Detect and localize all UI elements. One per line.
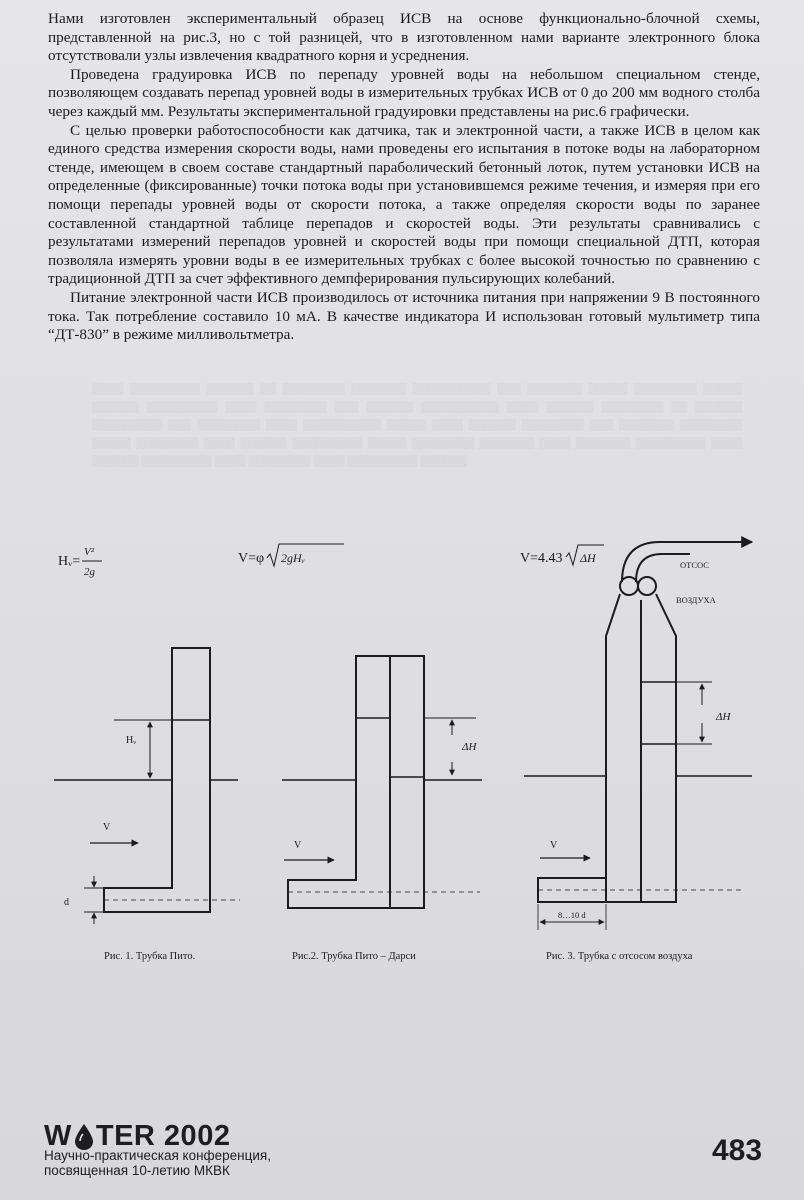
fig3-caption: Рис. 3. Трубка с отсосом воздуха xyxy=(546,951,693,962)
conference-subtitle-line-2: посвященная 10-летию МКВК xyxy=(44,1163,230,1178)
fig3-span-label: 8…10 d xyxy=(558,910,586,920)
body-text xyxy=(48,10,760,345)
fig3-suction-label-1: ОТСОС xyxy=(680,560,709,570)
fig2-root-sign xyxy=(267,544,344,566)
paragraph-4: Питание электронной части ИСВ производилось от источника питания при напряжении 9 В постоянного тока. Так потребление составило 10 мА. В качестве индикатора И использован готовый мультиметр типа “ДТ-830” в режиме милливольтметра. xyxy=(48,288,760,344)
figure-2-pitot-darcy-tube xyxy=(238,544,482,908)
figure-1-pitot-tube xyxy=(54,546,240,924)
fig2-tube-pair xyxy=(288,656,424,908)
water-drop-icon xyxy=(73,1123,95,1151)
logo-text: TER 2002 xyxy=(95,1120,231,1152)
paragraph-1: Нами изготовлен экспериментальный образец ИСВ на основе функционально-блочной схемы, представленной на рис.3, но с той разницей, что в изготовленном нами варианте электронного блока отсутствовали узлы извлечения квадратного корня и усреднения. xyxy=(48,10,760,65)
fig3-cap-left xyxy=(620,577,638,595)
show-through-texture: ▒▒▒▒ ▒▒▒▒▒▒▒▒▒ ▒▒▒▒▒▒ ▒▒ ▒▒▒▒▒▒▒▒ ▒▒▒▒▒▒▒ ▒▒▒▒▒▒▒▒▒▒ ▒▒▒ ▒▒▒▒▒▒▒ ▒▒▒▒▒ ▒▒▒▒▒▒▒▒ ▒▒▒▒▒ ▒▒▒▒▒▒ ▒▒▒▒▒▒▒▒▒ ▒▒▒▒ ▒▒▒▒▒▒▒▒ ▒▒▒ ▒▒▒▒▒▒ ▒▒▒▒▒▒▒▒▒▒ ▒▒▒▒ ▒▒▒▒▒▒ ▒▒▒▒▒▒▒▒ ▒▒ ▒▒▒▒▒▒ ▒▒▒▒▒▒▒▒▒ ▒▒▒ ▒▒▒▒▒▒▒▒ ▒▒▒▒ ▒▒▒▒▒▒▒▒▒▒ ▒▒▒▒▒ ▒▒▒▒ ▒▒▒▒▒▒ ▒▒▒▒▒▒▒▒ ▒▒▒ ▒▒▒▒▒▒▒ ▒▒▒▒▒▒▒▒ ▒▒▒▒▒ ▒▒▒▒▒▒▒▒ ▒▒▒▒ ▒▒▒▒▒▒ ▒▒▒▒▒▒▒▒▒ ▒▒▒▒▒ ▒▒▒▒▒▒▒▒ ▒▒▒▒▒▒▒ ▒▒▒▒ ▒▒▒▒▒▒▒ ▒▒▒▒▒▒▒▒▒ ▒▒▒▒ ▒▒▒▒▒▒ ▒▒▒▒▒▒▒▒▒ ▒▒▒▒ ▒▒▒▒▒▒▒▒ ▒▒▒▒ ▒▒▒▒▒▒▒▒▒ ▒▒▒▒▒▒ xyxy=(92,383,742,467)
fig2-formula-lhs: V=φ xyxy=(238,551,265,566)
conference-subtitle xyxy=(44,1148,271,1178)
fig1-caption: Рис. 1. Трубка Пито. xyxy=(104,951,196,962)
figures-diagram xyxy=(0,530,804,950)
fig3-formula-root: ΔH xyxy=(580,551,596,565)
fig3-formula-lhs: V=4.43 xyxy=(520,551,563,566)
logo-letter-w: W xyxy=(44,1120,72,1152)
fig1-v-label: V xyxy=(103,822,111,833)
fig2-formula-root: 2gHᵥ xyxy=(281,551,306,565)
figure-3-suction-tube xyxy=(520,542,752,930)
fig3-dh-label: ΔH xyxy=(716,711,731,723)
fig1-formula-lhs: Hᵥ= xyxy=(58,554,81,569)
fig3-tube-body xyxy=(538,594,620,902)
fig1-formula-den: 2g xyxy=(84,566,95,578)
fig3-v-label: V xyxy=(550,840,558,851)
page-number: 483 xyxy=(712,1134,763,1167)
fig3-suction-label-2: ВОЗДУХА xyxy=(676,595,716,605)
fig1-formula-num: V² xyxy=(84,546,95,558)
fig3-cap-right xyxy=(638,577,656,595)
paragraph-3: С целью проверки работоспособности как датчика, так и электронной части, а также ИСВ в целом как единого средства измерения скорости воды, нами проведены его испытания в потоке воды на лабораторном стенде, имеющем в своем составе стандартный параболический бетонный лоток, путем установки ИСВ на определенные (фиксированные) точки потока воды при установившемся режиме течения, и измеряя при его помощи перепады уровней воды от скорости потока, а также определяя скорости воды по заранее составленной стандартной таблице перепадов и скоростей воды. Эти результаты сравнивались с результатами измерений перепадов уровней и скоростей воды при помощи специальной ДТП, которая позволяла измерять уровни воды в ее измерительных трубках с более высокой точностью по сравнению с традиционной ДТП за счет эффективного демпферирования пульсирующих колебаний. xyxy=(48,121,760,288)
fig1-hv-label: Hᵥ xyxy=(126,735,137,746)
fig2-v-label: V xyxy=(294,840,302,851)
fig1-d-label: d xyxy=(64,897,69,908)
conference-subtitle-line-1: Научно-практическая конференция, xyxy=(44,1148,271,1163)
fig2-dh-label: ΔH xyxy=(462,741,477,753)
fig2-caption: Рис.2. Трубка Пито – Дарси xyxy=(292,951,416,962)
paragraph-2: Проведена градуировка ИСВ по перепаду уровней воды на небольшом специальном стенде, позволяющем создавать перепад уровней воды в измерительных трубках ИСВ от 0 до 200 мм водного столба через каждый мм. Результаты экспериментальной градуировки представлены на рис.6 графически. xyxy=(48,65,760,120)
